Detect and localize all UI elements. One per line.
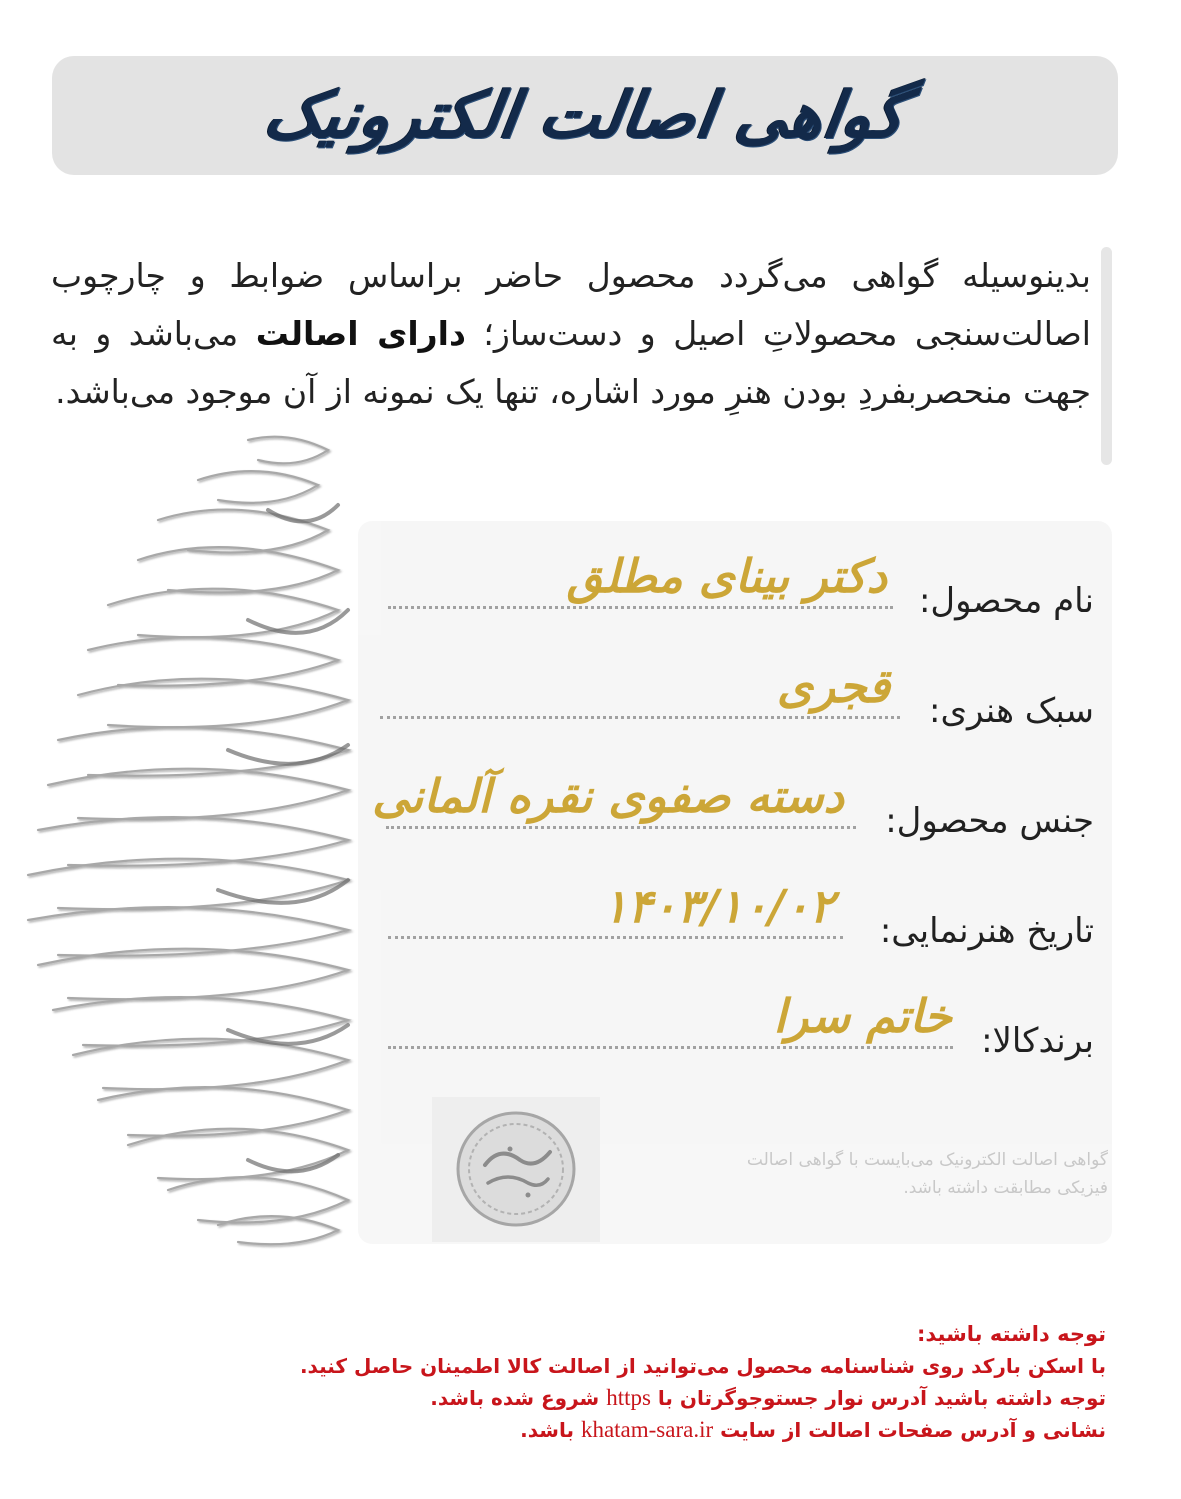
seal-stamp-icon [440, 1105, 592, 1233]
material-value: دسته صفوی نقره آلمانی [372, 769, 844, 823]
certificate-title: گواهی اصالت الکترونیک [259, 78, 911, 153]
product-name-value: دکتر بینای مطلق [566, 549, 887, 603]
intro-text-bold: دارای اصالت [255, 314, 466, 353]
art-style-label: سبک هنری: [928, 691, 1094, 731]
intro-paragraph [51, 247, 1091, 421]
product-name-row [358, 541, 1112, 621]
warning-line-site [206, 1414, 1106, 1446]
intro-text-end: می‌باشد و به جهت منحصربفردِ بودن هنرِ مورد اشاره، تنها یک نمونه از آن موجود می‌باشد. [51, 314, 1091, 411]
brand-value: خاتم سرا [773, 989, 952, 1043]
product-name-label: نام محصول: [918, 581, 1094, 621]
warning-https-text-start: توجه داشته باشید آدرس نوار جستوجوگرتان با [650, 1386, 1106, 1410]
art-style-row [358, 651, 1112, 731]
warning-notes [206, 1318, 1106, 1446]
intro-accent-bar [1101, 247, 1112, 465]
dotted-line [388, 936, 843, 939]
brand-row [358, 981, 1112, 1061]
material-row [358, 761, 1112, 841]
warning-line-https [206, 1382, 1106, 1414]
warning-site-text-end: باشد. [520, 1418, 581, 1442]
date-label: تاریخ هنرنمایی: [879, 911, 1094, 951]
match-note: گواهی اصالت الکترونیک می‌بایست با گواهی اصالت فیزیکی مطابقت داشته باشد. [746, 1150, 1108, 1198]
date-value: ۱۴۰۳/۱۰/۰۲ [602, 879, 834, 933]
dotted-line [380, 716, 900, 719]
certificate-header [52, 56, 1118, 175]
intro-text-start: بدینوسیله گواهی می‌گردد محصول حاضر براساس ضوابط و چارچوب اصالت‌سنجی محصولاتِ اصیل و دست‌ساز؛ [51, 256, 1091, 353]
art-style-value: قجری [776, 659, 890, 713]
warning-https-text-end: شروع شده باشد. [430, 1386, 607, 1410]
brand-label: برندکالا: [981, 1021, 1094, 1061]
https-text: https [606, 1385, 651, 1410]
dotted-line [386, 826, 856, 829]
warning-site-text-start: نشانی و آدرس صفحات اصالت از سایت [713, 1418, 1106, 1442]
warning-title: توجه داشته باشید: [917, 1322, 1106, 1346]
material-label: جنس محصول: [885, 801, 1094, 841]
warning-line-barcode: با اسکن بارکد روی شناسنامه محصول می‌توانید از اصالت کالا اطمینان حاصل کنید. [299, 1354, 1106, 1378]
site-domain-text: khatam-sara.ir [580, 1417, 714, 1442]
date-row [358, 871, 1112, 951]
dotted-line [388, 1046, 953, 1049]
dotted-line [388, 606, 893, 609]
